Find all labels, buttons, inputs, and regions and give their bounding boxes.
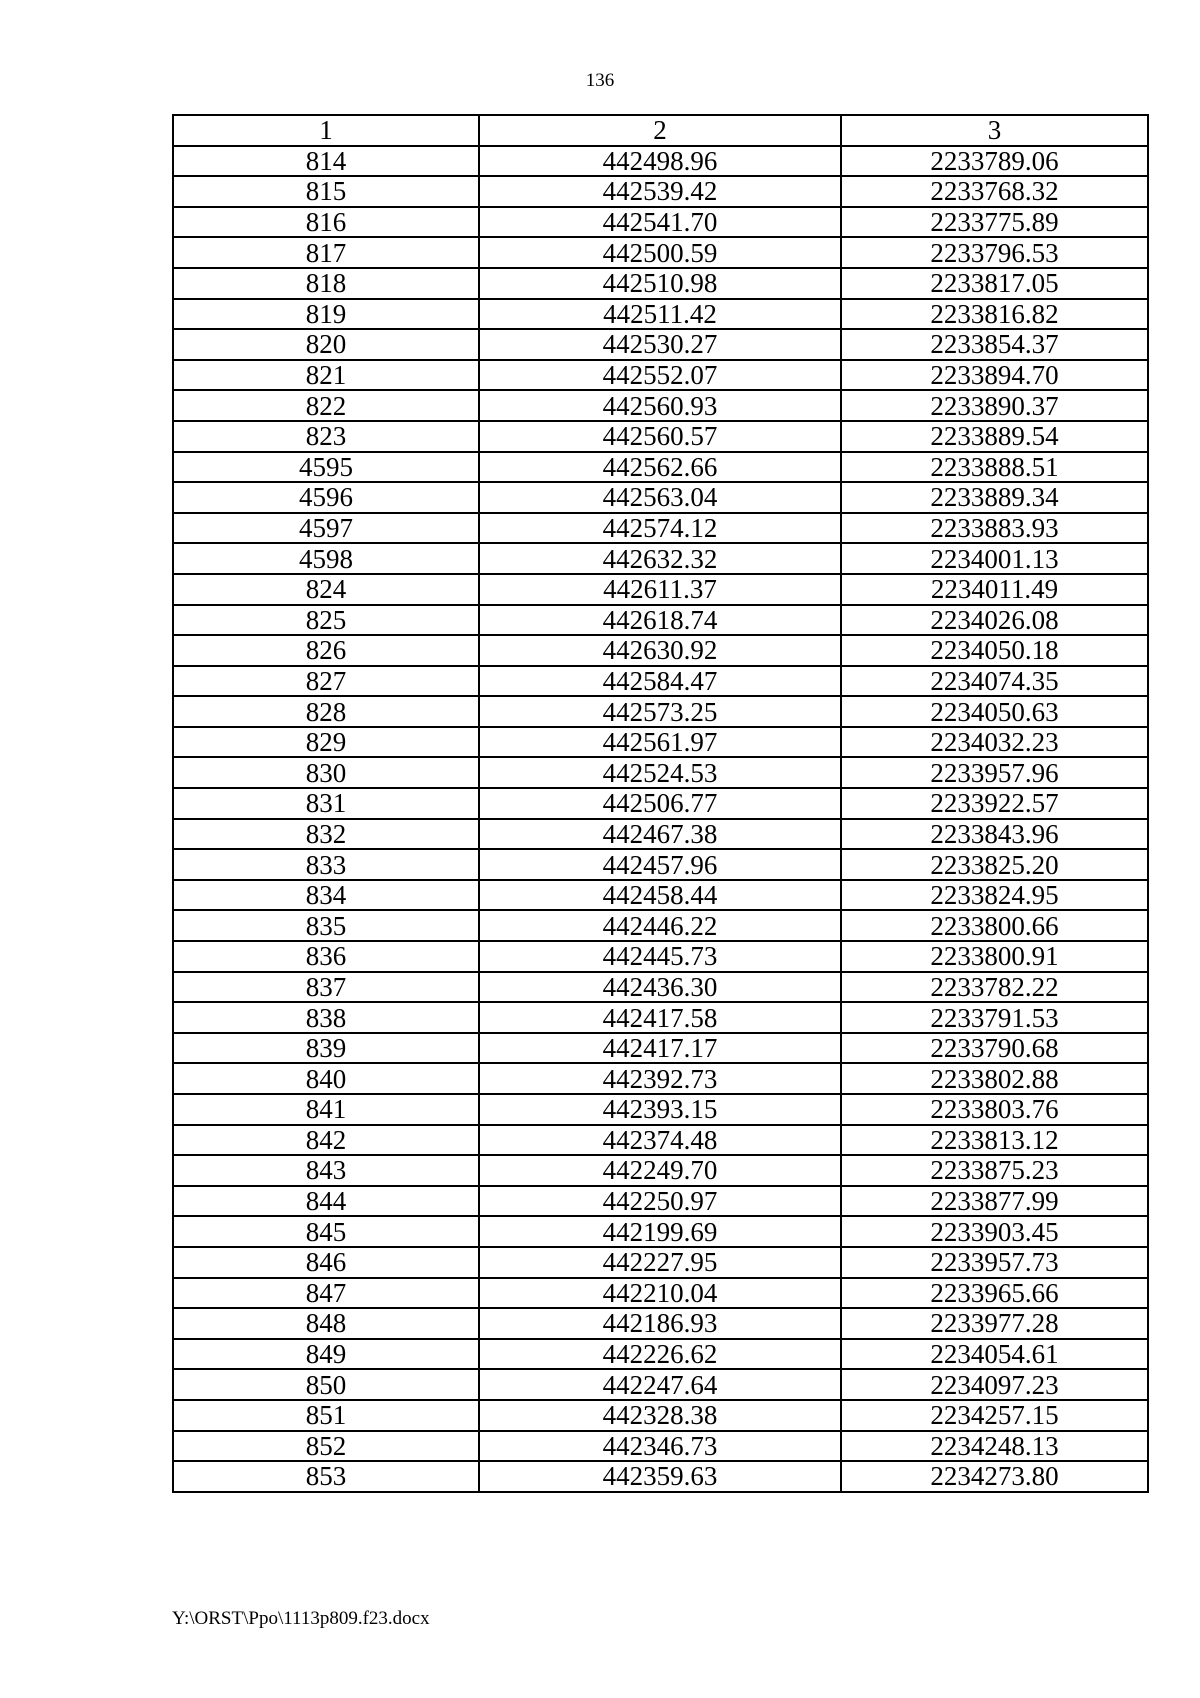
y-coordinate-cell: 2234050.63 <box>841 696 1148 727</box>
point-number-cell: 853 <box>173 1461 479 1492</box>
table-row <box>173 1033 1148 1064</box>
table-row <box>173 849 1148 880</box>
point-number-cell: 825 <box>173 605 479 636</box>
table-row <box>173 268 1148 299</box>
x-coordinate-cell: 442458.44 <box>479 880 841 911</box>
point-number-cell: 843 <box>173 1155 479 1186</box>
page-number: 136 <box>585 70 615 91</box>
x-coordinate-cell: 442630.92 <box>479 635 841 666</box>
table-row <box>173 1278 1148 1309</box>
table-header-row <box>173 115 1148 146</box>
y-coordinate-cell: 2234248.13 <box>841 1431 1148 1462</box>
y-coordinate-cell: 2233977.28 <box>841 1308 1148 1339</box>
y-coordinate-cell: 2233803.76 <box>841 1094 1148 1125</box>
point-number-cell: 842 <box>173 1125 479 1156</box>
y-coordinate-cell: 2234074.35 <box>841 666 1148 697</box>
y-coordinate-cell: 2233782.22 <box>841 972 1148 1003</box>
x-coordinate-cell: 442618.74 <box>479 605 841 636</box>
x-coordinate-cell: 442506.77 <box>479 788 841 819</box>
point-number-cell: 828 <box>173 696 479 727</box>
y-coordinate-cell: 2234011.49 <box>841 574 1148 605</box>
x-coordinate-cell: 442436.30 <box>479 972 841 1003</box>
x-coordinate-cell: 442541.70 <box>479 207 841 238</box>
table-row <box>173 390 1148 421</box>
y-coordinate-cell: 2233796.53 <box>841 237 1148 268</box>
point-number-cell: 831 <box>173 788 479 819</box>
x-coordinate-cell: 442539.42 <box>479 176 841 207</box>
y-coordinate-cell: 2233883.93 <box>841 513 1148 544</box>
x-coordinate-cell: 442510.98 <box>479 268 841 299</box>
x-coordinate-cell: 442498.96 <box>479 146 841 177</box>
x-coordinate-cell: 442467.38 <box>479 819 841 850</box>
table-row <box>173 696 1148 727</box>
point-number-cell: 851 <box>173 1400 479 1431</box>
point-number-cell: 836 <box>173 941 479 972</box>
y-coordinate-cell: 2233889.34 <box>841 482 1148 513</box>
coordinates-table <box>172 114 1149 1493</box>
y-coordinate-cell: 2233813.12 <box>841 1125 1148 1156</box>
point-number-cell: 827 <box>173 666 479 697</box>
column-header-3: 3 <box>841 115 1148 146</box>
table-row <box>173 1308 1148 1339</box>
x-coordinate-cell: 442573.25 <box>479 696 841 727</box>
column-header-2: 2 <box>479 115 841 146</box>
y-coordinate-cell: 2234054.61 <box>841 1339 1148 1370</box>
point-number-cell: 821 <box>173 360 479 391</box>
x-coordinate-cell: 442560.93 <box>479 390 841 421</box>
table-row <box>173 1400 1148 1431</box>
point-number-cell: 846 <box>173 1247 479 1278</box>
point-number-cell: 830 <box>173 757 479 788</box>
x-coordinate-cell: 442328.38 <box>479 1400 841 1431</box>
point-number-cell: 837 <box>173 972 479 1003</box>
table-row <box>173 1461 1148 1492</box>
table-row <box>173 1063 1148 1094</box>
table-row <box>173 757 1148 788</box>
y-coordinate-cell: 2233802.88 <box>841 1063 1148 1094</box>
point-number-cell: 832 <box>173 819 479 850</box>
table-body <box>173 146 1148 1492</box>
point-number-cell: 819 <box>173 299 479 330</box>
y-coordinate-cell: 2234026.08 <box>841 605 1148 636</box>
table-row <box>173 1369 1148 1400</box>
y-coordinate-cell: 2233903.45 <box>841 1216 1148 1247</box>
x-coordinate-cell: 442457.96 <box>479 849 841 880</box>
table-row <box>173 880 1148 911</box>
point-number-cell: 839 <box>173 1033 479 1064</box>
y-coordinate-cell: 2233775.89 <box>841 207 1148 238</box>
table-row <box>173 635 1148 666</box>
y-coordinate-cell: 2233957.73 <box>841 1247 1148 1278</box>
y-coordinate-cell: 2233875.23 <box>841 1155 1148 1186</box>
x-coordinate-cell: 442247.64 <box>479 1369 841 1400</box>
point-number-cell: 848 <box>173 1308 479 1339</box>
y-coordinate-cell: 2234097.23 <box>841 1369 1148 1400</box>
point-number-cell: 850 <box>173 1369 479 1400</box>
x-coordinate-cell: 442561.97 <box>479 727 841 758</box>
x-coordinate-cell: 442227.95 <box>479 1247 841 1278</box>
x-coordinate-cell: 442511.42 <box>479 299 841 330</box>
y-coordinate-cell: 2233790.68 <box>841 1033 1148 1064</box>
y-coordinate-cell: 2233800.66 <box>841 910 1148 941</box>
table-row <box>173 1094 1148 1125</box>
x-coordinate-cell: 442500.59 <box>479 237 841 268</box>
table-row <box>173 207 1148 238</box>
y-coordinate-cell: 2234032.23 <box>841 727 1148 758</box>
table-row <box>173 1186 1148 1217</box>
table-row <box>173 513 1148 544</box>
x-coordinate-cell: 442374.48 <box>479 1125 841 1156</box>
table-row <box>173 1125 1148 1156</box>
point-number-cell: 818 <box>173 268 479 299</box>
point-number-cell: 4597 <box>173 513 479 544</box>
column-header-1: 1 <box>173 115 479 146</box>
x-coordinate-cell: 442210.04 <box>479 1278 841 1309</box>
point-number-cell: 838 <box>173 1002 479 1033</box>
point-number-cell: 840 <box>173 1063 479 1094</box>
y-coordinate-cell: 2233889.54 <box>841 421 1148 452</box>
table-row <box>173 299 1148 330</box>
table-row <box>173 1247 1148 1278</box>
y-coordinate-cell: 2233888.51 <box>841 452 1148 483</box>
x-coordinate-cell: 442346.73 <box>479 1431 841 1462</box>
x-coordinate-cell: 442417.17 <box>479 1033 841 1064</box>
y-coordinate-cell: 2234257.15 <box>841 1400 1148 1431</box>
table-row <box>173 910 1148 941</box>
x-coordinate-cell: 442417.58 <box>479 1002 841 1033</box>
table-row <box>173 972 1148 1003</box>
table-row <box>173 176 1148 207</box>
point-number-cell: 817 <box>173 237 479 268</box>
y-coordinate-cell: 2233817.05 <box>841 268 1148 299</box>
y-coordinate-cell: 2233791.53 <box>841 1002 1148 1033</box>
table-row <box>173 666 1148 697</box>
point-number-cell: 816 <box>173 207 479 238</box>
y-coordinate-cell: 2233816.82 <box>841 299 1148 330</box>
table-row <box>173 1002 1148 1033</box>
table-row <box>173 452 1148 483</box>
point-number-cell: 4596 <box>173 482 479 513</box>
point-number-cell: 835 <box>173 910 479 941</box>
x-coordinate-cell: 442562.66 <box>479 452 841 483</box>
point-number-cell: 844 <box>173 1186 479 1217</box>
point-number-cell: 847 <box>173 1278 479 1309</box>
table-row <box>173 788 1148 819</box>
x-coordinate-cell: 442250.97 <box>479 1186 841 1217</box>
y-coordinate-cell: 2233894.70 <box>841 360 1148 391</box>
y-coordinate-cell: 2233877.99 <box>841 1186 1148 1217</box>
y-coordinate-cell: 2233843.96 <box>841 819 1148 850</box>
y-coordinate-cell: 2233922.57 <box>841 788 1148 819</box>
y-coordinate-cell: 2234001.13 <box>841 543 1148 574</box>
x-coordinate-cell: 442393.15 <box>479 1094 841 1125</box>
table-row <box>173 1431 1148 1462</box>
y-coordinate-cell: 2233854.37 <box>841 329 1148 360</box>
footer-file-path: Y:\ORST\Ppo\1113p809.f23.docx <box>172 1608 430 1629</box>
x-coordinate-cell: 442611.37 <box>479 574 841 605</box>
x-coordinate-cell: 442530.27 <box>479 329 841 360</box>
x-coordinate-cell: 442552.07 <box>479 360 841 391</box>
table-row <box>173 1216 1148 1247</box>
x-coordinate-cell: 442446.22 <box>479 910 841 941</box>
x-coordinate-cell: 442524.53 <box>479 757 841 788</box>
point-number-cell: 4598 <box>173 543 479 574</box>
table-row <box>173 727 1148 758</box>
point-number-cell: 841 <box>173 1094 479 1125</box>
y-coordinate-cell: 2234273.80 <box>841 1461 1148 1492</box>
y-coordinate-cell: 2233890.37 <box>841 390 1148 421</box>
table-row <box>173 819 1148 850</box>
y-coordinate-cell: 2233965.66 <box>841 1278 1148 1309</box>
x-coordinate-cell: 442574.12 <box>479 513 841 544</box>
point-number-cell: 834 <box>173 880 479 911</box>
table-row <box>173 543 1148 574</box>
x-coordinate-cell: 442359.63 <box>479 1461 841 1492</box>
y-coordinate-cell: 2233800.91 <box>841 941 1148 972</box>
x-coordinate-cell: 442392.73 <box>479 1063 841 1094</box>
table-row <box>173 360 1148 391</box>
y-coordinate-cell: 2233825.20 <box>841 849 1148 880</box>
table-row <box>173 329 1148 360</box>
table-row <box>173 941 1148 972</box>
point-number-cell: 849 <box>173 1339 479 1370</box>
x-coordinate-cell: 442632.32 <box>479 543 841 574</box>
x-coordinate-cell: 442199.69 <box>479 1216 841 1247</box>
x-coordinate-cell: 442584.47 <box>479 666 841 697</box>
point-number-cell: 845 <box>173 1216 479 1247</box>
table-row <box>173 146 1148 177</box>
table-row <box>173 421 1148 452</box>
y-coordinate-cell: 2233824.95 <box>841 880 1148 911</box>
y-coordinate-cell: 2234050.18 <box>841 635 1148 666</box>
table-row <box>173 574 1148 605</box>
point-number-cell: 826 <box>173 635 479 666</box>
point-number-cell: 822 <box>173 390 479 421</box>
y-coordinate-cell: 2233768.32 <box>841 176 1148 207</box>
table-row <box>173 605 1148 636</box>
x-coordinate-cell: 442563.04 <box>479 482 841 513</box>
x-coordinate-cell: 442249.70 <box>479 1155 841 1186</box>
table-row <box>173 1155 1148 1186</box>
point-number-cell: 823 <box>173 421 479 452</box>
point-number-cell: 814 <box>173 146 479 177</box>
table-row <box>173 1339 1148 1370</box>
x-coordinate-cell: 442226.62 <box>479 1339 841 1370</box>
x-coordinate-cell: 442186.93 <box>479 1308 841 1339</box>
point-number-cell: 820 <box>173 329 479 360</box>
x-coordinate-cell: 442445.73 <box>479 941 841 972</box>
y-coordinate-cell: 2233789.06 <box>841 146 1148 177</box>
table-row <box>173 237 1148 268</box>
point-number-cell: 824 <box>173 574 479 605</box>
y-coordinate-cell: 2233957.96 <box>841 757 1148 788</box>
point-number-cell: 833 <box>173 849 479 880</box>
point-number-cell: 815 <box>173 176 479 207</box>
x-coordinate-cell: 442560.57 <box>479 421 841 452</box>
point-number-cell: 4595 <box>173 452 479 483</box>
point-number-cell: 829 <box>173 727 479 758</box>
point-number-cell: 852 <box>173 1431 479 1462</box>
table-row <box>173 482 1148 513</box>
